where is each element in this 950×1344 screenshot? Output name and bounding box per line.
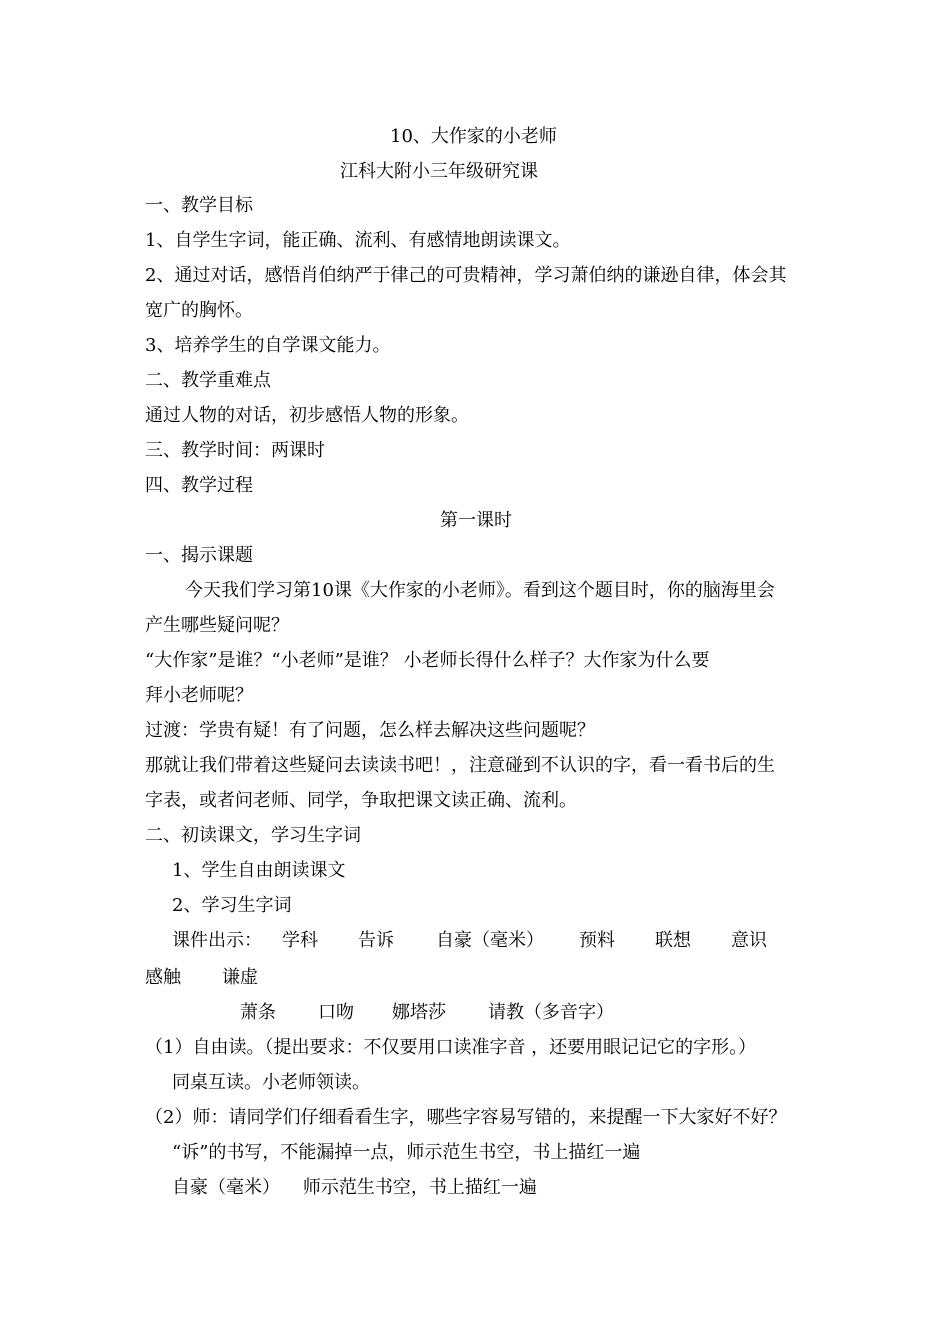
document-subtitle: 江科大附小三年级研究课 bbox=[340, 161, 538, 182]
document-title: 10、大作家的小老师 bbox=[390, 126, 557, 147]
vocab-word: 预料 bbox=[579, 930, 615, 951]
step1-questions-line-2: 拜小老师呢？ bbox=[145, 685, 253, 706]
goal-2-line-1: 2、通过对话，感悟肖伯纳严于律己的可贵精神，学习萧伯纳的谦逊自律，体会其 bbox=[145, 265, 787, 286]
goal-3: 3、培养学生的自学课文能力。 bbox=[145, 335, 391, 356]
vocab-word: 萧条 bbox=[240, 1002, 276, 1023]
read-step-2: （2）师：请同学们仔细看看生字，哪些字容易写错的，来提醒一下大家好不好？ bbox=[145, 1107, 787, 1128]
key-points-heading: 二、教学重难点 bbox=[145, 370, 271, 391]
vocab-word: 学科 bbox=[282, 930, 318, 951]
teaching-time: 三、教学时间：两课时 bbox=[145, 440, 325, 461]
step1-read-line-1: 那就让我们带着这些疑问去读读书吧！，注意碰到不认识的字，看一看书后的生 bbox=[145, 755, 775, 776]
step1-paragraph-line-1: 今天我们学习第10课《大作家的小老师》。看到这个题目时，你的脑海里会 bbox=[185, 580, 775, 601]
step1-read-line-2: 字表，或者问老师、同学，争取把课文读正确、流利。 bbox=[145, 790, 577, 811]
vocab-word: 感触 bbox=[145, 967, 181, 988]
vocab-word: 口吻 bbox=[318, 1002, 354, 1023]
process-heading: 四、教学过程 bbox=[145, 475, 253, 496]
step2-item-2: 2、学习生字词 bbox=[172, 895, 292, 916]
vocab-word: 自豪（毫米） bbox=[436, 930, 544, 951]
vocab-label: 课件出示： bbox=[172, 930, 262, 951]
vocab-word: 谦虚 bbox=[222, 967, 258, 988]
vocab-word: 请教（多音字） bbox=[488, 1002, 614, 1023]
vocab-word: 联想 bbox=[655, 930, 691, 951]
step1-questions-line-1: “大作家”是谁？“小老师”是谁？ 小老师长得什么样子？大作家为什么要 bbox=[145, 650, 710, 671]
key-points-text: 通过人物的对话，初步感悟人物的形象。 bbox=[145, 405, 469, 426]
goal-2-line-2: 宽广的胸怀。 bbox=[145, 300, 253, 321]
vocab-word: 告诉 bbox=[358, 930, 394, 951]
read-step-1-sub: 同桌互读。小老师领读。 bbox=[172, 1072, 370, 1093]
lesson-heading: 第一课时 bbox=[440, 510, 512, 531]
vocab-word: 意识 bbox=[731, 930, 767, 951]
read-step-1: （1）自由读。（提出要求：不仅要用口读准字音 ，还要用眼记记它的字形。） bbox=[145, 1037, 757, 1058]
step2-heading: 二、初读课文，学习生字词 bbox=[145, 825, 361, 846]
step1-paragraph-line-2: 产生哪些疑问呢？ bbox=[145, 615, 289, 636]
read-step-2-sub-1: “诉”的书写，不能漏掉一点，师示范生书空，书上描红一遍 bbox=[172, 1142, 641, 1163]
transition-text: 过渡：学贵有疑！有了问题，怎么样去解决这些问题呢？ bbox=[145, 720, 595, 741]
step1-heading: 一、揭示课题 bbox=[145, 545, 253, 566]
goal-1: 1、自学生字词，能正确、流利、有感情地朗读课文。 bbox=[145, 230, 571, 251]
goals-heading: 一、教学目标 bbox=[145, 195, 253, 216]
vocab-word: 娜塔莎 bbox=[392, 1002, 446, 1023]
read-step-2-sub-2: 自豪（毫米） 师示范生书空，书上描红一遍 bbox=[172, 1177, 537, 1198]
step2-item-1: 1、学生自由朗读课文 bbox=[172, 860, 346, 881]
